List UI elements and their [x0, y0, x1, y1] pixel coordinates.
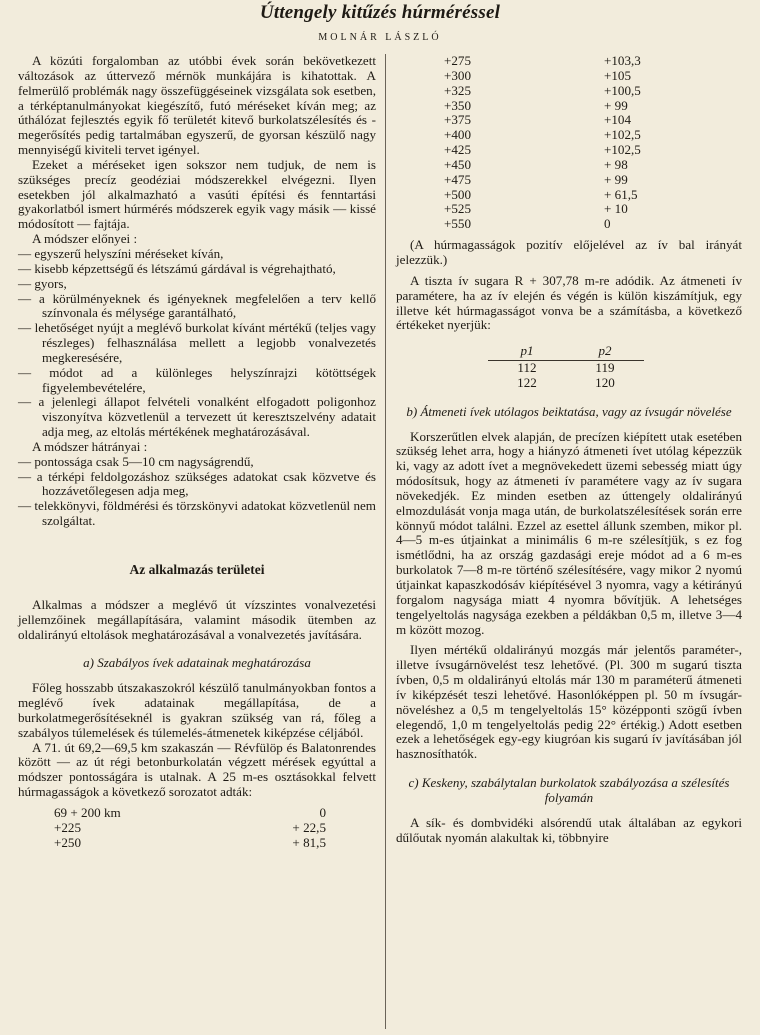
chord-height-cell: +103,3: [604, 53, 641, 68]
advantages-heading: A módszer előnyei :: [32, 231, 138, 247]
parameter-header-p2: p2: [566, 343, 644, 360]
table-row: [18, 806, 326, 821]
parameter-cell: 122: [517, 374, 537, 390]
table-row: [488, 361, 644, 376]
station-cell: +225: [54, 819, 82, 835]
table-row: [396, 217, 676, 232]
chord-height-cell: + 10: [604, 201, 628, 217]
left-column: [18, 54, 376, 851]
table-row: [396, 69, 676, 84]
chord-height-cell: + 81,5: [292, 834, 326, 850]
radius-paragraph: A tiszta ív sugara R + 307,78 m-re adódik. Az átmeneti ív paramétere, ha az ív elején és végén is külön kiszámítjuk, egy illetve két húrmagasságot vonva be a számításba, a következő értékeket nyerjük:: [396, 272, 742, 333]
column-divider: [385, 54, 386, 1029]
table-row: [488, 376, 644, 391]
parameter-cell: 120: [595, 374, 615, 390]
advantage-item: — gyors,: [18, 275, 67, 291]
station-cell: 69 + 200 km: [54, 804, 121, 820]
subsection-c-title: c) Keskeny, szabálytalan burkolatok szabályozása a szélesítés folyamán: [408, 775, 730, 805]
chord-height-cell: 0: [604, 216, 611, 232]
table-row: [396, 202, 676, 217]
station-cell: +300: [444, 67, 472, 83]
parameter-header-p1: p1: [488, 343, 566, 360]
station-cell: +450: [444, 156, 472, 172]
advantage-item: — egyszerű helyszíni méréseket kíván,: [18, 245, 224, 261]
table-row: [396, 54, 676, 69]
advantage-item: — a jelenlegi állapot felvételi vonalként elfogadott poligonhoz viszonyítva közvetlenül a tervezett út keresztszelvény adatait adja meg, az eltolás mértékének meghatározásával.: [18, 394, 376, 440]
chord-height-cell: + 99: [604, 171, 628, 187]
intro-paragraph-1: A közúti forgalomban az utóbbi évek során bekövetkezett változások az úttervező mérnök munkájára is kihatottak. A felmerülő problémák nagy összefüggéseinek vizsgálata sok esetben, a térképtanulmányokat kiegészítő, futó méréseket kíván meg; az úthálózat fejlesztés egyik fő területét kitevő burkolatszélesítés és -megerősítés pedig tartalmában egyszerű, de gyorsan készülő nagy mennyiségű kiviteli tervet igényel.: [18, 53, 376, 158]
table-row: [18, 821, 326, 836]
station-cell: +250: [54, 834, 82, 850]
station-cell: +425: [444, 142, 472, 158]
station-cell: +325: [444, 82, 472, 98]
station-cell: +525: [444, 201, 472, 217]
chord-height-cell: +104: [604, 112, 632, 128]
subsection-a-title: a) Szabályos ívek adatainak meghatározása: [83, 655, 311, 671]
table-row: [396, 158, 676, 173]
station-cell: +350: [444, 97, 472, 113]
chord-height-cell: +100,5: [604, 82, 641, 98]
section-title: Az alkalmazás területei: [129, 562, 265, 577]
parameter-table: [488, 343, 644, 391]
disadvantage-item: — a térképi feldolgozáshoz szükséges adatokat csak közvetve és hozzávetőlegesen adja meg,: [18, 468, 376, 499]
subsection-a-paragraph-1: Főleg hosszabb útszakaszokról készülő tanulmányokban fontos a meglévő ívek adatainak megállapítása, de a burkolatmegerősítéseknél is gyakran szükség van rá, főleg a szabályos túlemelések és túlemelés-átmenetek kiképzése céljából.: [18, 680, 376, 740]
table-row: [396, 84, 676, 99]
table-row: [396, 128, 676, 143]
chord-height-cell: + 22,5: [292, 819, 326, 835]
article-title: Úttengely kitűzés húrméréssel: [259, 2, 501, 23]
table-row: [396, 99, 676, 114]
station-cell: +375: [444, 112, 472, 128]
advantage-item: — a körülményeknek és igényeknek megfelelően a terv kellő színvonala és mélysége garantálható,: [18, 290, 376, 321]
disadvantage-item: — telekkönyvi, földmérési és törzskönyvi adatokat közvetlenül nem szolgáltat.: [18, 498, 376, 529]
table-row: [18, 836, 326, 851]
chord-height-cell: 0: [319, 804, 326, 820]
article-author: MOLNÁR LÁSZLÓ: [318, 32, 442, 43]
advantage-item: — kisebb képzettségű és létszámú gárdával is végrehajtható,: [18, 260, 336, 276]
table-row: [396, 113, 676, 128]
station-cell: +275: [444, 53, 472, 68]
subsection-b-title: b) Átmeneti ívek utólagos beiktatása, vagy az ívsugár növelése: [406, 403, 732, 419]
subsection-b-paragraph-2: Ilyen mértékű oldalirányú mozgás már jelentős paraméter-, illetve ívsugárnövelést tesz lehetővé. (Pl. 300 m sugarú tiszta ívben, 0,5 m oldalirányú eltolás már 130 m paraméterű átmeneti ív kiképzését teszi lehetővé. Hasonlóképpen pl. 50 m ívsugár-növeléshez a 0,5 m tengelyeltolás 15° középponti szögű ívben elegendő, 1,0 m tengelyeltolás pedig 22° értékig.) Adott esetben ezek a lehetőségek egy-egy kiugróan kis sugarú ív javításában jól hasznosíthatók.: [396, 642, 742, 762]
station-cell: +400: [444, 127, 472, 143]
table-row: [396, 173, 676, 188]
right-column: [396, 54, 742, 846]
advantage-item: — módot ad a különleges helyszínrajzi kötöttségek figyelembevételére,: [18, 364, 376, 395]
disadvantages-heading: A módszer hátrányai :: [32, 438, 148, 454]
parameter-table-header: [488, 343, 644, 360]
chord-height-table-start: [18, 806, 326, 851]
chord-height-cell: + 98: [604, 156, 628, 172]
station-cell: +550: [444, 216, 472, 232]
parameter-cell: 119: [595, 360, 615, 376]
section-paragraph: Alkalmas a módszer a meglévő út vízszintes vonalvezetési jellemzőinek megállapítására, valamint második ütemben az oldalirányú eltolások meghatározásával a vonalvezetés javítására.: [18, 596, 376, 642]
chord-height-cell: + 61,5: [604, 186, 638, 202]
table-note: (A húrmagasságok pozitív előjelével az ív bal irányát jelezzük.): [396, 237, 742, 267]
intro-paragraph-2: Ezeket a méréseket igen sokszor nem tudjuk, de nem is szükséges precíz geodéziai módszerekkel elvégezni. Ilyen esetekben jól alkalmazható a vasúti építési és fenntartási gyakorlatból ismert húrmérés módszerek egyik vagy másik — kissé módosított — fajtája.: [18, 156, 376, 232]
subsection-a-paragraph-2: A 71. út 69,2—69,5 km szakaszán — Révfülöp és Balatonrendes között — az út régi betonburkolatán végzett mérések egyúttal a módszer pontosságára is utalnak. A 25 m-es osztásokkal felvett húrmagasságok a következő sorozatot adták:: [18, 739, 376, 800]
chord-height-cell: +102,5: [604, 127, 641, 143]
chord-height-cell: + 99: [604, 97, 628, 113]
subsection-b-paragraph-1: Korszerűtlen elvek alapján, de precízen kiépített utak esetében szükség lehet arra, hogy a hiányzó átmeneti ívet utólag képezzük ki, vagy az adott ívet a megnövekedett üzemi sebesség miatt úgy módosítsuk, hogy az átmeneti ív paramétere vagy az ív sugara növekedjék. Ez minden esetben az úttengely oldalirányú elmozdulását vonja maga után, de burkolatszélesítések során erre könnyű módot találni. Ezzel az esettel állunk szemben, mikor pl. 4—5 m-es útjainkat a minimális 6 m-re szélesítjük, s ez fog ismétlődni, ha az ország gazdasági ereje módot ad a 6 m-es burkolatok 7—8 m-re történő szélesítésére, vagy mikor 2 nyomú útjainkat kapaszkodósáv kiépítésével 3 nyomra, vagy a kétirányú forgalom nagysága miatt 4 nyomra bővítjük. A lehetséges tengelyeltolás nagysága ezekben a példákban 0,5 m, illetve 3—4 m között mozog.: [396, 428, 742, 637]
chord-height-cell: +105: [604, 67, 632, 83]
table-row: [396, 143, 676, 158]
disadvantage-item: — pontossága csak 5—10 cm nagyságrendű,: [18, 453, 254, 469]
station-cell: +475: [444, 171, 472, 187]
chord-height-table-continued: [396, 54, 676, 232]
chord-height-cell: +102,5: [604, 142, 641, 158]
parameter-cell: 112: [517, 360, 537, 376]
station-cell: +500: [444, 186, 472, 202]
advantage-item: — lehetőséget nyújt a meglévő burkolat kívánt mértékű (teljes vagy részleges) felhasználása mellett a legjobb vonalvezetés megkeresésére,: [18, 320, 376, 365]
subsection-c-paragraph-1: A sík- és dombvidéki alsórendű utak általában az egykori dűlőutak nyomán alakultak ki, többnyire: [396, 814, 742, 845]
table-row: [396, 188, 676, 203]
